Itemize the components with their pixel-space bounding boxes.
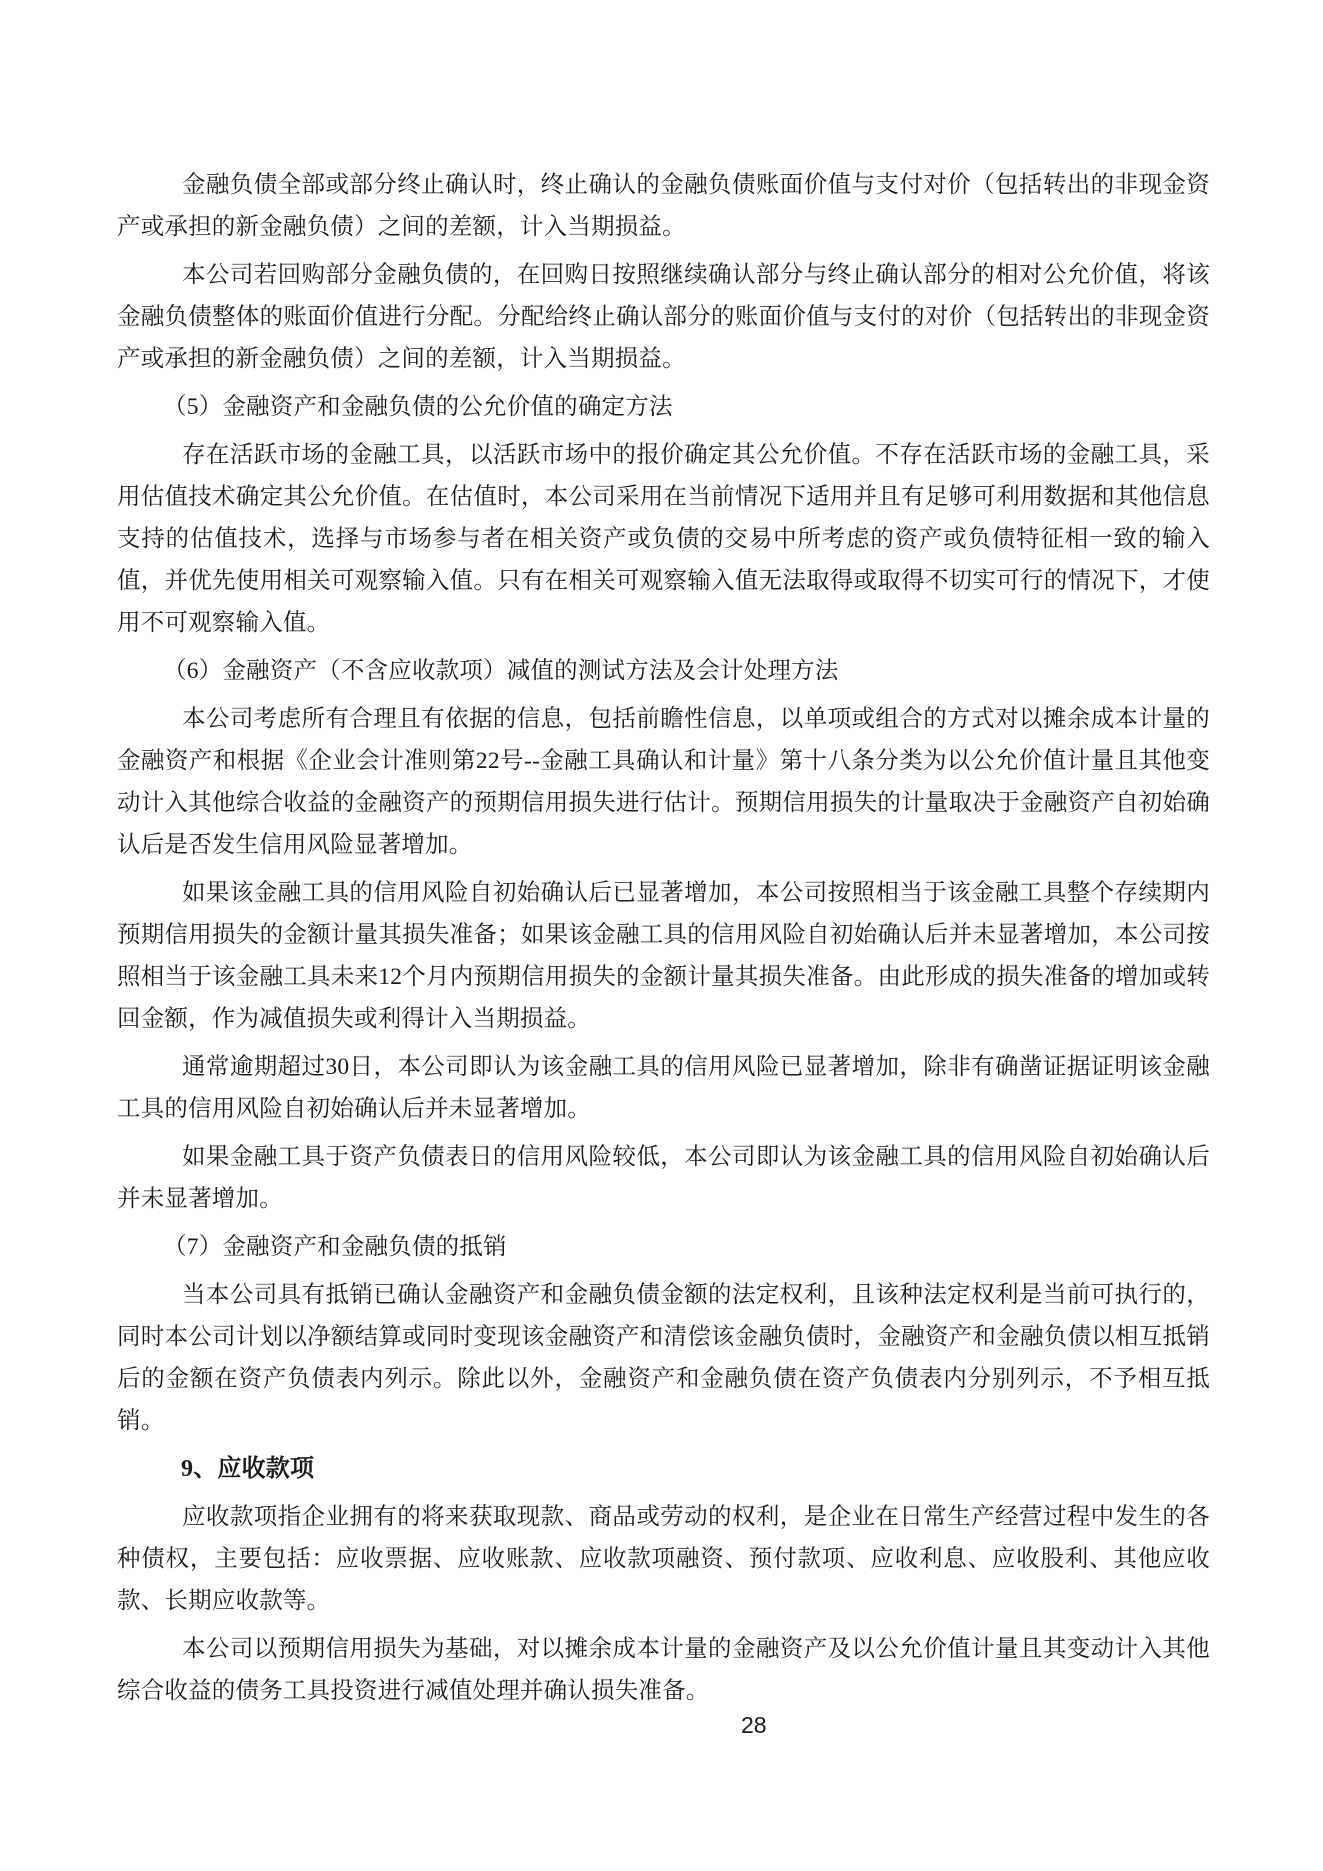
heading-item-5-fair-value-method: （5）金融资产和金融负债的公允价值的确定方法 xyxy=(163,394,673,420)
para-active-market-valuation: 存在活跃市场的金融工具，以活跃市场中的报价确定其公允价值。不存在活跃市场的金融工具，采用估值技术确定其公允价值。在估值时，本公司采用在当前情况下适用并且有足够可利用数据和其他信息支持的估值技术，选择与市场参与者在相关资产或负债的交易中所考虑的资产或负债特征相一致的输入值，并优先使用相关可观察输入值。只有在相关可观察输入值无法取得或取得不切实可行的情况下，才使用不可观察输入值。 xyxy=(117,442,1210,636)
para-low-credit-risk: 如果金融工具于资产负债表日的信用风险较低，本公司即认为该金融工具的信用风险自初始确认后并未显著增加。 xyxy=(117,1144,1210,1212)
page-number: 28 xyxy=(741,1712,767,1738)
heading-item-7-offsetting: （7）金融资产和金融负债的抵销 xyxy=(163,1234,507,1260)
heading-section-9-receivables: 9、应收款项 xyxy=(181,1456,315,1482)
para-receivables-definition: 应收款项指企业拥有的将来获取现款、商品或劳动的权利，是企业在日常生产经营过程中发生的各种债权，主要包括：应收票据、应收账款、应收款项融资、预付款项、应收利息、应收股利、其他应收款、长期应收款等。 xyxy=(117,1504,1210,1614)
page-footer xyxy=(0,1708,1323,1742)
document-content xyxy=(117,164,1210,1712)
para-receivables-impairment: 本公司以预期信用损失为基础，对以摊余成本计量的金融资产及以公允价值计量且其变动计入其他综合收益的债务工具投资进行减值处理并确认损失准备。 xyxy=(117,1636,1210,1704)
heading-item-6-impairment-method: （6）金融资产（不含应收款项）减值的测试方法及会计处理方法 xyxy=(163,658,839,684)
para-credit-risk-increase-measurement: 如果该金融工具的信用风险自初始确认后已显著增加，本公司按照相当于该金融工具整个存续期内预期信用损失的金额计量其损失准备；如果该金融工具的信用风险自初始确认后并未显著增加，本公司按照相当于该金融工具未来12个月内预期信用损失的金额计量其损失准备。由此形成的损失准备的增加或转回金额，作为减值损失或利得计入当期损益。 xyxy=(117,880,1210,1032)
para-overdue-30-days: 通常逾期超过30日，本公司即认为该金融工具的信用风险已显著增加，除非有确凿证据证明该金融工具的信用风险自初始确认后并未显著增加。 xyxy=(117,1054,1210,1122)
para-derecognition-difference: 金融负债全部或部分终止确认时，终止确认的金融负债账面价值与支付对价（包括转出的非现金资产或承担的新金融负债）之间的差额，计入当期损益。 xyxy=(117,172,1210,240)
para-expected-credit-loss-estimate: 本公司考虑所有合理且有依据的信息，包括前瞻性信息，以单项或组合的方式对以摊余成本计量的金融资产和根据《企业会计准则第22号--金融工具确认和计量》第十八条分类为以公允价值计量且其他变动计入其他综合收益的金融资产的预期信用损失进行估计。预期信用损失的计量取决于金融资产自初始确认后是否发生信用风险显著增加。 xyxy=(117,706,1210,858)
para-partial-repurchase: 本公司若回购部分金融负债的，在回购日按照继续确认部分与终止确认部分的相对公允价值，将该金融负债整体的账面价值进行分配。分配给终止确认部分的账面价值与支付的对价（包括转出的非现金资产或承担的新金融负债）之间的差额，计入当期损益。 xyxy=(117,262,1210,372)
para-offsetting-rules: 当本公司具有抵销已确认金融资产和金融负债金额的法定权利，且该种法定权利是当前可执行的，同时本公司计划以净额结算或同时变现该金融资产和清偿该金融负债时，金融资产和金融负债以相互抵销后的金额在资产负债表内列示。除此以外，金融资产和金融负债在资产负债表内分别列示，不予相互抵销。 xyxy=(117,1282,1210,1434)
